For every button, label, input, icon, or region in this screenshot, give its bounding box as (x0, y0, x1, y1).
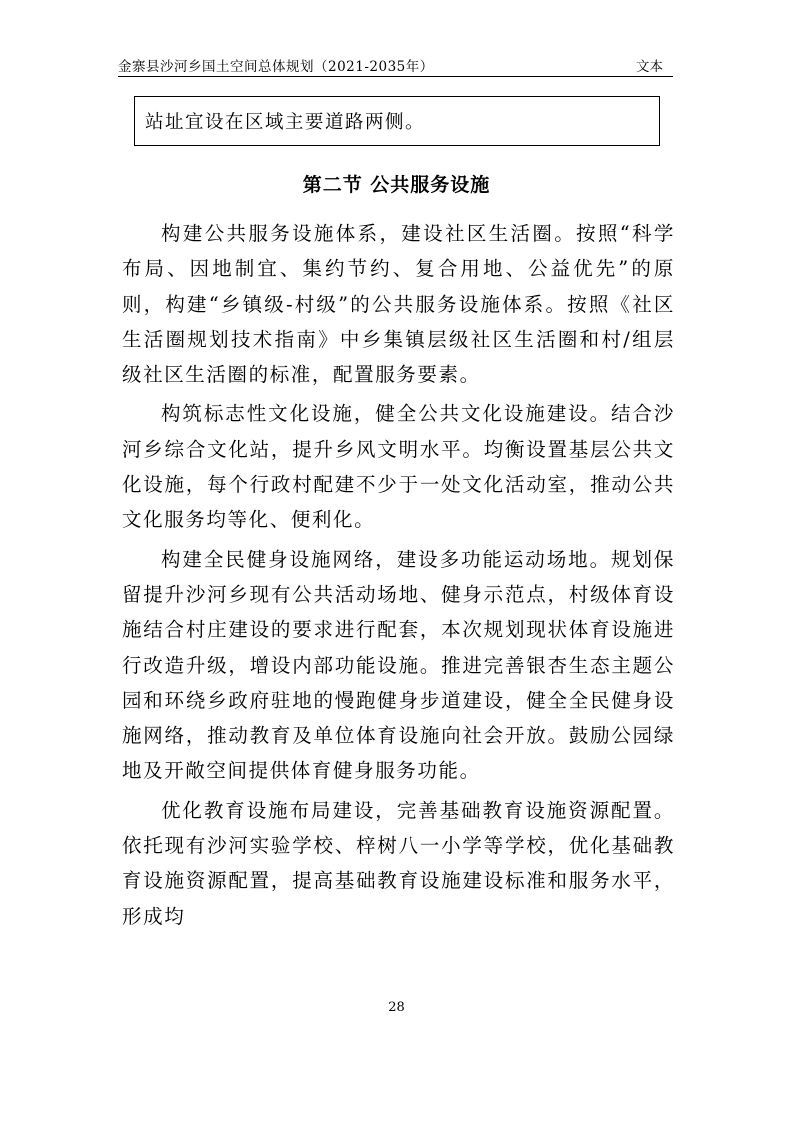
paragraph-body: 结合沙河乡综合文化站，提升乡风文明水平。均衡设置基层公共文化设施，每个行政村配建不少于一处文化活动室，推动公共文化服务均等化、便利化。 (122, 402, 675, 532)
paragraph-culture-facilities (122, 396, 675, 537)
paragraph-lead: 构建全民健身设施网络，建设多功能运动场地。 (161, 547, 612, 571)
paragraph-lead: 优化教育设施布局建设，完善基础教育设施资源配置。 (161, 798, 675, 822)
page-header (118, 50, 673, 77)
paragraph-body: 依托现有沙河实验学校、梓树八一小学等学校，优化基础教育设施资源配置，提高基础教育设施建设标准和服务水平，形成均 (122, 834, 675, 928)
paragraph-fitness-network (122, 542, 675, 789)
header-title: 金寨县沙河乡国土空间总体规划（2021-2035年） (118, 59, 434, 75)
boxed-note (134, 96, 660, 146)
header-doc-type: 文本 (636, 59, 663, 75)
paragraph-body: 规划保留提升沙河乡现有公共活动场地、健身示范点，村级体育设施结合村庄建设的要求进行配套，本次规划现状体育设施进行改造升级，增设内部功能设施。推进完善银杏生态主题公园和环绕乡政府驻地的慢跑健身步道建设，健全全民健身设施网络，推动教育及单位体育设施向社会开放。鼓励公园绿地及开敞空间提供体育健身服务功能。 (122, 547, 675, 783)
paragraph-lead: 构建公共服务设施体系，建设社区生活圈。 (161, 222, 577, 245)
boxed-note-text: 站址宜设在区域主要道路两侧。 (145, 112, 426, 133)
section-title: 第二节 公共服务设施 (302, 174, 491, 196)
paragraph-education-facilities (122, 793, 675, 934)
paragraph-lead: 构筑标志性文化设施，健全公共文化设施建设。 (161, 402, 612, 426)
page-number: 28 (388, 1000, 405, 1015)
paragraph-community-circle (122, 216, 675, 392)
paragraph-body: 按照“科学布局、因地制宜、集约节约、复合用地、公益优先”的原则，构建“乡镇级-村级”的公共服务设施体系。按照《社区生活圈规划技术指南》中乡集镇层级社区生活圈和村/组层级社区生活圈的标准，配置服务要素。 (122, 222, 675, 387)
body-content (122, 216, 675, 938)
